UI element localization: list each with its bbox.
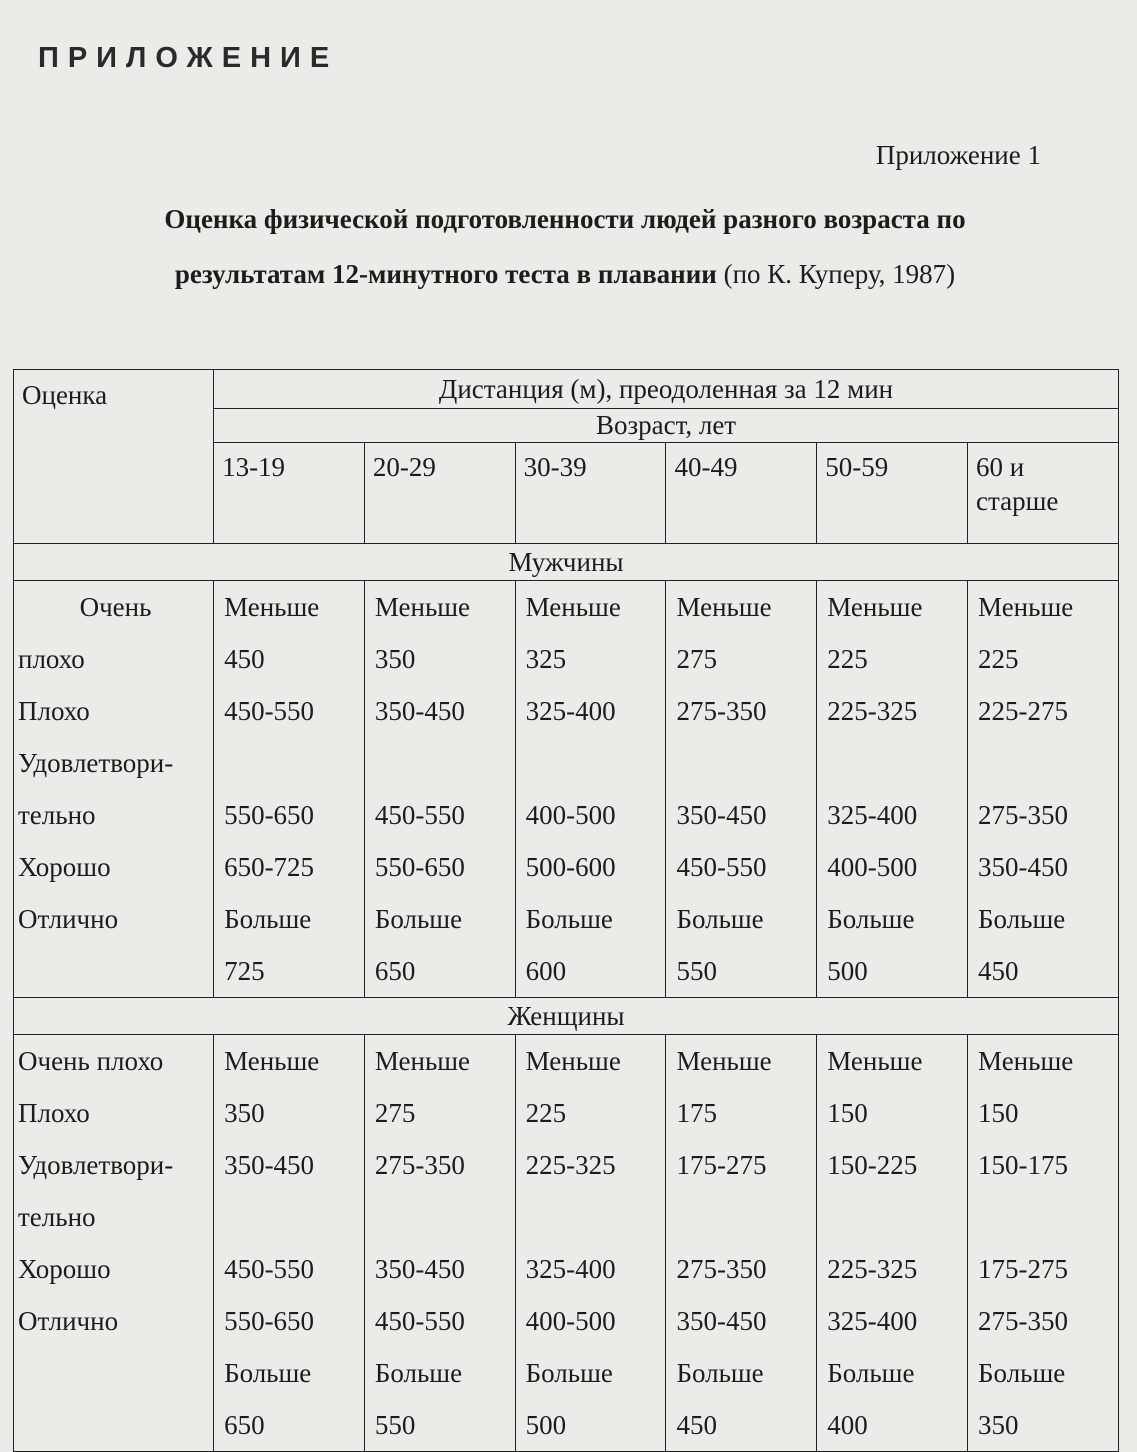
value-cell: Меньше [525,1046,621,1076]
value-cell: 350-450 [374,1254,465,1284]
value-cell [817,1191,967,1243]
women-value-column [968,1035,1119,1452]
value-cell: 350 [978,1410,1019,1440]
women-value-column [817,1035,968,1452]
value-cell [666,1191,816,1243]
men-value-column [515,581,666,998]
value-cell: 325 [525,644,567,674]
value-cell [365,737,515,789]
distance-header: Дистанция (м), преодоленная за 12 мин [214,370,1119,409]
value-cell: 450-550 [374,800,465,830]
women-value-column [364,1035,515,1452]
value-cell: 275-350 [978,800,1069,830]
value-cell: 350-450 [978,852,1069,882]
value-cell: 350-450 [374,696,465,726]
value-cell: 275-350 [676,696,767,726]
value-cell: 350-450 [676,800,767,830]
value-cell [817,737,967,789]
table-title-bold-2: результатам 12-минутного теста в плавании [174,259,717,289]
value-cell: 225 [525,1098,567,1128]
value-cell [516,737,666,789]
value-cell: Больше [525,1358,613,1388]
value-cell: 400-500 [525,800,616,830]
rating-label [14,1399,213,1451]
value-cell: 450 [224,644,265,674]
value-cell: 400 [827,1410,868,1440]
men-value-column [666,581,817,998]
women-rating-column [14,1035,214,1452]
rating-header: Оценка [14,370,214,544]
rating-label: тельно [18,1202,96,1232]
value-cell: Меньше [978,1046,1074,1076]
value-cell: 225-275 [978,696,1069,726]
value-cell: Больше [978,1358,1066,1388]
age-group-cell: 40-49 [666,443,817,544]
value-cell [968,737,1118,789]
value-cell: 500 [525,1410,567,1440]
value-cell: Больше [224,1358,312,1388]
value-cell: 500-600 [525,852,616,882]
value-cell: 550 [374,1410,416,1440]
value-cell: Меньше [374,592,471,622]
value-cell: Меньше [676,1046,772,1076]
rating-label [14,945,213,997]
men-value-column [364,581,515,998]
value-cell: 175 [676,1098,717,1128]
value-cell: Больше [827,1358,915,1388]
rating-label: тельно [18,800,96,830]
value-cell: 150 [827,1098,868,1128]
rating-label [14,1347,213,1399]
age-header: Возраст, лет [214,409,1119,443]
value-cell: Меньше [525,592,621,622]
value-cell: Меньше [224,592,320,622]
value-cell [214,737,364,789]
results-table [13,369,1119,1452]
rating-label: Отлично [18,904,119,934]
value-cell: 350-450 [676,1306,767,1336]
value-cell: 550 [676,956,717,986]
value-cell: 650 [374,956,416,986]
table-title-source: (по К. Куперу, 1987) [716,259,956,289]
rating-label: Хорошо [18,1254,111,1284]
value-cell: 400-500 [827,852,918,882]
value-cell: 650 [224,1410,265,1440]
men-rating-column [14,581,214,998]
value-cell: 275 [374,1098,416,1128]
value-cell: Больше [676,904,764,934]
value-cell: 550-650 [224,800,315,830]
women-value-column [214,1035,365,1452]
rating-label: плохо [18,644,85,674]
value-cell: 225 [978,644,1019,674]
value-cell [666,737,816,789]
value-cell: Меньше [224,1046,320,1076]
value-cell: 450 [676,1410,717,1440]
value-cell: Больше [374,1358,463,1388]
value-cell: 150-225 [827,1150,918,1180]
rating-label: Плохо [18,1098,90,1128]
age-group-cell: 50-59 [817,443,968,544]
men-value-column [214,581,365,998]
table-title-bold-1: Оценка физической подготовленности людей разного возраста по [164,204,966,234]
rating-label: Удовлетвори- [18,748,174,778]
value-cell: 650-725 [224,852,315,882]
value-cell: 225-325 [827,696,918,726]
value-cell: 325-400 [525,1254,616,1284]
value-cell: 350 [374,644,416,674]
men-value-column [817,581,968,998]
rating-label: Хорошо [18,852,111,882]
value-cell: 600 [525,956,567,986]
value-cell: 550-650 [224,1306,315,1336]
value-cell: 450-550 [224,696,315,726]
rating-label: Очень [79,592,152,622]
value-cell: 150-175 [978,1150,1069,1180]
value-cell: Больше [525,904,613,934]
value-cell: 325-400 [525,696,616,726]
value-cell: 225-325 [827,1254,918,1284]
appendix-number: Приложение 1 [875,140,1041,170]
value-cell [214,1191,364,1243]
value-cell: 275-350 [374,1150,465,1180]
age-group-cell: 20-29 [364,443,515,544]
value-cell: Меньше [827,592,923,622]
value-cell: 550-650 [374,852,465,882]
value-cell: 325-400 [827,800,918,830]
value-cell: Меньше [374,1046,471,1076]
page-heading: ПРИЛОЖЕНИЕ [38,42,339,74]
value-cell: 450-550 [374,1306,465,1336]
value-cell: 325-400 [827,1306,918,1336]
value-cell: Больше [374,904,463,934]
value-cell [968,1191,1118,1243]
value-cell: 350-450 [224,1150,315,1180]
value-cell: Меньше [978,592,1074,622]
women-value-column [515,1035,666,1452]
value-cell: 500 [827,956,868,986]
value-cell: 225 [827,644,868,674]
value-cell: Больше [224,904,312,934]
value-cell: 450 [978,956,1019,986]
value-cell: 150 [978,1098,1019,1128]
value-cell: Больше [827,904,915,934]
value-cell: 725 [224,956,265,986]
value-cell: Больше [978,904,1066,934]
age-group-cell: 13-19 [214,443,365,544]
men-section-header: Мужчины [14,544,1119,581]
value-cell: 275-350 [978,1306,1069,1336]
table-title-line-1 [20,203,1110,235]
age-group-cell: 30-39 [515,443,666,544]
value-cell: Больше [676,1358,764,1388]
value-cell: 275 [676,644,717,674]
rating-label: Удовлетвори- [18,1150,174,1180]
value-cell: 275-350 [676,1254,767,1284]
men-value-column [968,581,1119,998]
rating-label: Отлично [18,1306,119,1336]
table-title-line-2 [20,258,1110,290]
women-value-column [666,1035,817,1452]
rating-label: Очень плохо [18,1046,164,1076]
value-cell: 450-550 [224,1254,315,1284]
value-cell [365,1191,515,1243]
rating-label: Плохо [18,696,90,726]
value-cell: 450-550 [676,852,767,882]
value-cell: 400-500 [525,1306,616,1336]
value-cell: 225-325 [525,1150,616,1180]
women-section-header: Женщины [14,998,1119,1035]
value-cell [516,1191,666,1243]
age-group-cell: 60 и старше [968,443,1119,544]
value-cell: Меньше [827,1046,923,1076]
value-cell: 175-275 [676,1150,767,1180]
value-cell: 175-275 [978,1254,1069,1284]
value-cell: 350 [224,1098,265,1128]
value-cell: Меньше [676,592,772,622]
